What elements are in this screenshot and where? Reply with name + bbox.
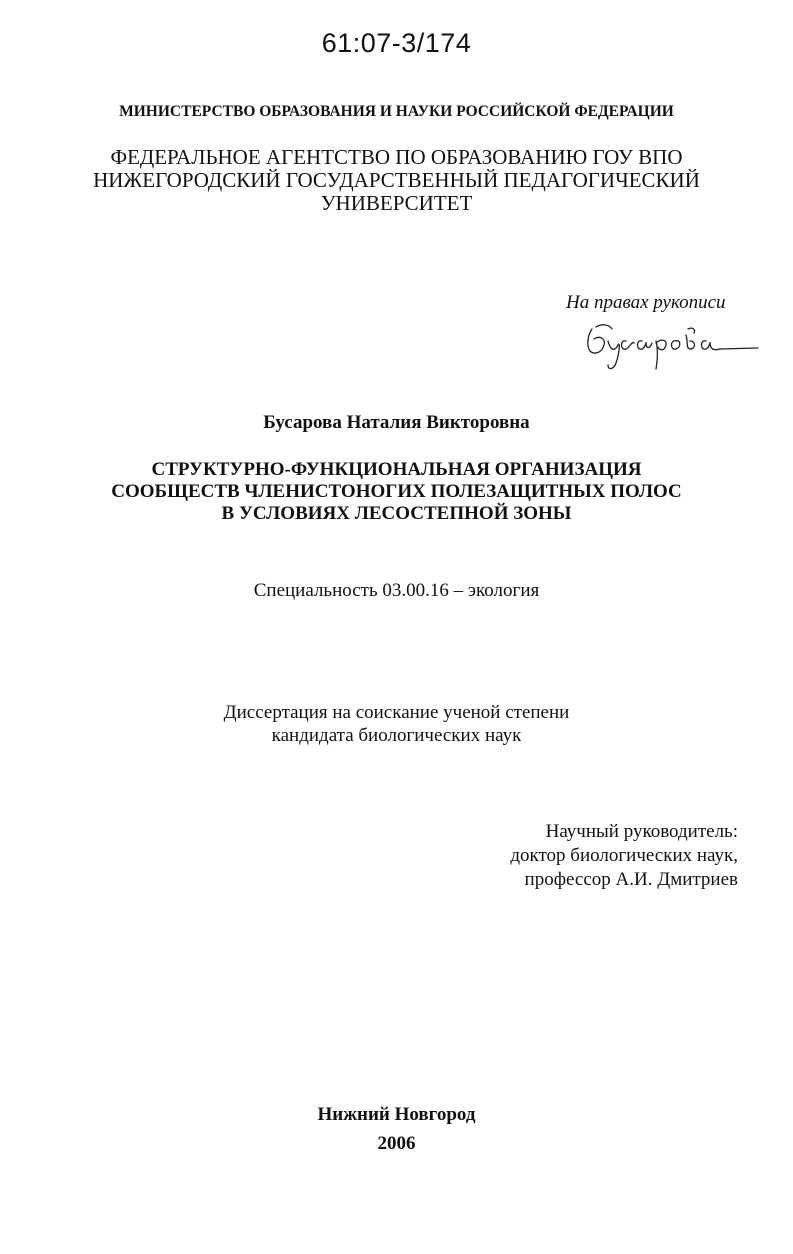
city: Нижний Новгород	[317, 1104, 476, 1125]
handwritten-signature	[578, 315, 763, 375]
year: 2006	[377, 1133, 416, 1154]
manuscript-rights-note: На правах рукописи	[566, 292, 726, 313]
supervisor-line: профессор А.И. Дмитриев	[524, 869, 738, 890]
dissertation-title	[0, 459, 793, 525]
title-line: СТРУКТУРНО-ФУНКЦИОНАЛЬНАЯ ОРГАНИЗАЦИЯ	[151, 459, 642, 480]
degree-block	[0, 701, 793, 747]
title-line: СООБЩЕСТВ ЧЛЕНИСТОНОГИХ ПОЛЕЗАЩИТНЫХ ПОЛОС	[111, 481, 682, 502]
ministry-heading: МИНИСТЕРСТВО ОБРАЗОВАНИЯ И НАУКИ РОССИЙСКОЙ ФЕДЕРАЦИИ	[119, 103, 674, 120]
agency-line: УНИВЕРСИТЕТ	[320, 191, 473, 215]
specialty-line: Специальность 03.00.16 – экология	[253, 580, 540, 601]
supervisor-block	[400, 820, 738, 892]
degree-line: кандидата биологических наук	[271, 725, 522, 746]
title-line: В УСЛОВИЯХ ЛЕСОСТЕПНОЙ ЗОНЫ	[221, 503, 572, 524]
supervisor-line: Научный руководитель:	[545, 821, 738, 842]
author-name: Бусарова Наталия Викторовна	[263, 412, 530, 433]
degree-line: Диссертация на соискание ученой степени	[223, 702, 570, 723]
agency-line: НИЖЕГОРОДСКИЙ ГОСУДАРСТВЕННЫЙ ПЕДАГОГИЧЕСКИЙ	[93, 168, 700, 192]
agency-line: ФЕДЕРАЛЬНОЕ АГЕНТСТВО ПО ОБРАЗОВАНИЮ ГОУ ВПО	[110, 145, 683, 169]
archive-code: 61:07-3/174	[321, 28, 472, 58]
supervisor-line: доктор биологических наук,	[510, 845, 738, 866]
agency-block	[0, 146, 793, 215]
